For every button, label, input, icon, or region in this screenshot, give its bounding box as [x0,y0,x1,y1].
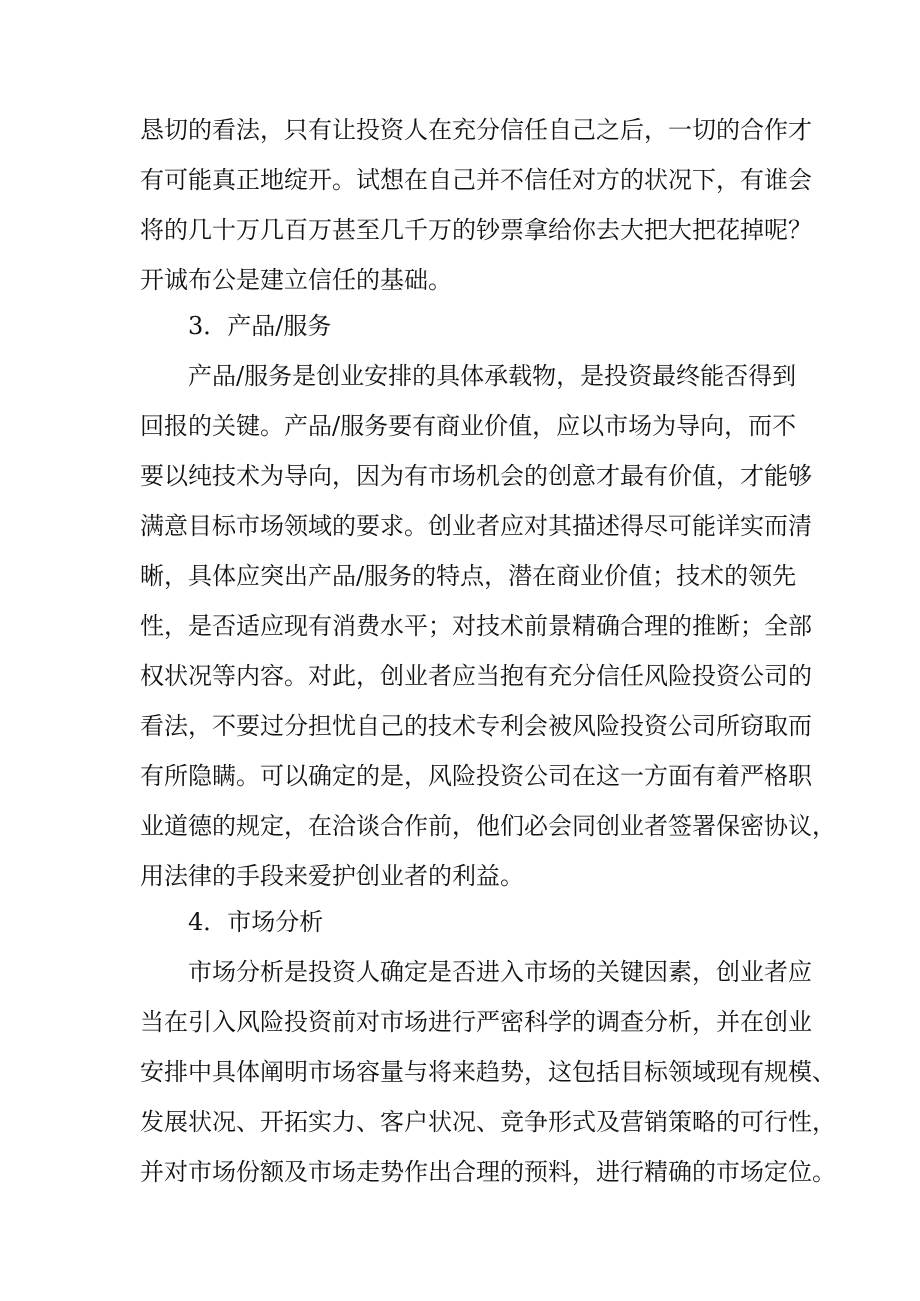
paragraph-3-line-5: 并对市场份额及市场走势作出合理的预料，进行精确的市场定位。 [140,1158,836,1186]
paragraph-3-line-1: 市场分析是投资人确定是否进入市场的关键因素，创业者应 [188,958,812,986]
paragraph-2-line-11: 用法律的手段来爱护创业者的利益。 [140,862,524,890]
paragraph-2-line-10: 业道德的规定，在洽谈合作前，他们必会同创业者签署保密协议， [140,812,836,840]
paragraph-2-line-2: 回报的关键。产品/服务要有商业价值，应以市场为导向，而不 [140,412,797,440]
paragraph-3-line-2: 当在引入风险投资前对市场进行严密科学的调查分析，并在创业 [140,1008,812,1036]
paragraph-2-line-4: 满意目标市场领域的要求。创业者应对其描述得尽可能详实而清 [140,512,812,540]
paragraph-1-line-1: 恳切的看法，只有让投资人在充分信任自己之后，一切的合作才 [140,116,812,144]
paragraph-2-line-5: 晰，具体应突出产品/服务的特点，潜在商业价值；技术的领先 [140,562,797,590]
section-heading-3: 3．产品/服务 [188,312,332,340]
paragraph-2-line-9: 有所隐瞒。可以确定的是，风险投资公司在这一方面有着严格职 [140,762,812,790]
paragraph-2-line-6: 性，是否适应现有消费水平；对技术前景精确合理的推断；全部 [140,612,812,640]
paragraph-2-line-8: 看法，不要过分担忧自己的技术专利会被风险投资公司所窃取而 [140,712,812,740]
paragraph-2-line-3: 要以纯技术为导向，因为有市场机会的创意才最有价值，才能够 [140,462,812,490]
paragraph-2-line-1: 产品/服务是创业安排的具体承载物，是投资最终能否得到 [188,362,797,390]
section-heading-4: 4．市场分析 [188,908,324,936]
paragraph-2-line-7: 权状况等内容。对此，创业者应当抱有充分信任风险投资公司的 [140,662,812,690]
paragraph-1-line-4: 开诚布公是建立信任的基础。 [140,266,452,294]
paragraph-1-line-3: 将的几十万几百万甚至几千万的钞票拿给你去大把大把花掉呢？ [140,216,812,244]
paragraph-3-line-4: 发展状况、开拓实力、客户状况、竞争形式及营销策略的可行性， [140,1108,836,1136]
paragraph-1-line-2: 有可能真正地绽开。试想在自己并不信任对方的状况下，有谁会 [140,166,812,194]
paragraph-3-line-3: 安排中具体阐明市场容量与将来趋势，这包括目标领域现有规模、 [140,1058,836,1086]
